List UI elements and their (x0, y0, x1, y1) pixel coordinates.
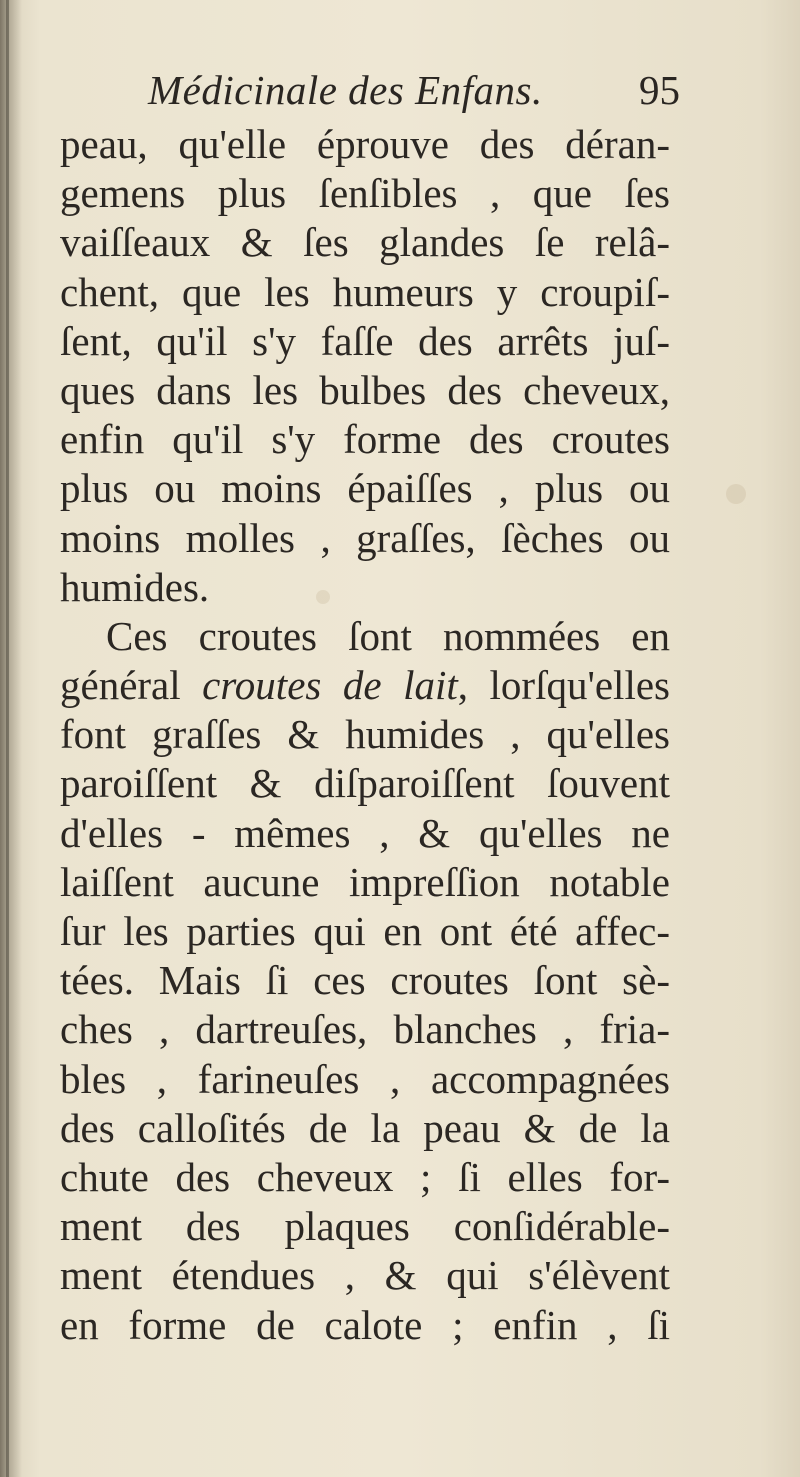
body-text (60, 120, 670, 1350)
text-line: vaiſſeaux & ſes glandes ſe relâ- (60, 219, 670, 266)
text-line: laiſſent aucune impreſſion notable (60, 858, 670, 905)
text-line-with-italic (60, 661, 670, 710)
text-line: ches , dartreuſes, blanches , fria- (60, 1006, 670, 1053)
italic-term: croutes de lait (202, 662, 458, 709)
page-header (148, 66, 680, 126)
text-line: moins molles , graſſes, ſèches ou (60, 514, 670, 561)
text-line: enfin qu'il s'y forme des croutes (60, 416, 670, 463)
text-line: des calloſités de la peau & de la (60, 1104, 670, 1151)
text-segment: , lorſqu'elles (457, 662, 670, 709)
text-line: ſur les parties qui en ont été affec- (60, 908, 670, 954)
running-title: Médicinale des Enfans. (148, 67, 543, 113)
page-number: 95 (639, 67, 680, 113)
binding-shadow (0, 0, 22, 1477)
text-line: bles , farineuſes , accompagnées (60, 1055, 670, 1102)
text-line: plus ou moins épaiſſes , plus ou (60, 465, 670, 512)
text-line: chent, que les humeurs y croupiſ- (60, 268, 670, 315)
text-line: ſent, qu'il s'y faſſe des arrêts juſ- (60, 317, 670, 364)
text-line: ment étendues , & qui s'élèvent (60, 1252, 670, 1299)
text-line: tées. Mais ſi ces croutes ſont sè- (60, 957, 670, 1004)
text-line: ment des plaques conſidérable- (60, 1203, 670, 1250)
text-line: paroiſſent & diſparoiſſent ſouvent (60, 760, 670, 807)
text-line: chute des cheveux ; ſi elles for- (60, 1153, 670, 1200)
paragraph-first-line: Ces croutes ſont nommées en (106, 612, 670, 659)
text-segment: général (60, 662, 203, 709)
text-line: gemens plus ſenſibles , que ſes (60, 170, 670, 217)
text-line: ques dans les bulbes des cheveux, (60, 366, 670, 413)
spine-edge (6, 0, 9, 1477)
paper-stain (726, 484, 746, 504)
text-line: d'elles - mêmes , & qu'elles ne (60, 809, 670, 856)
text-line: humides. (60, 563, 210, 610)
text-line: peau, qu'elle éprouve des déran- (60, 121, 670, 167)
text-line: font graſſes & humides , qu'elles (60, 711, 670, 758)
text-line: en forme de calote ; enfin , ſi (60, 1301, 670, 1348)
